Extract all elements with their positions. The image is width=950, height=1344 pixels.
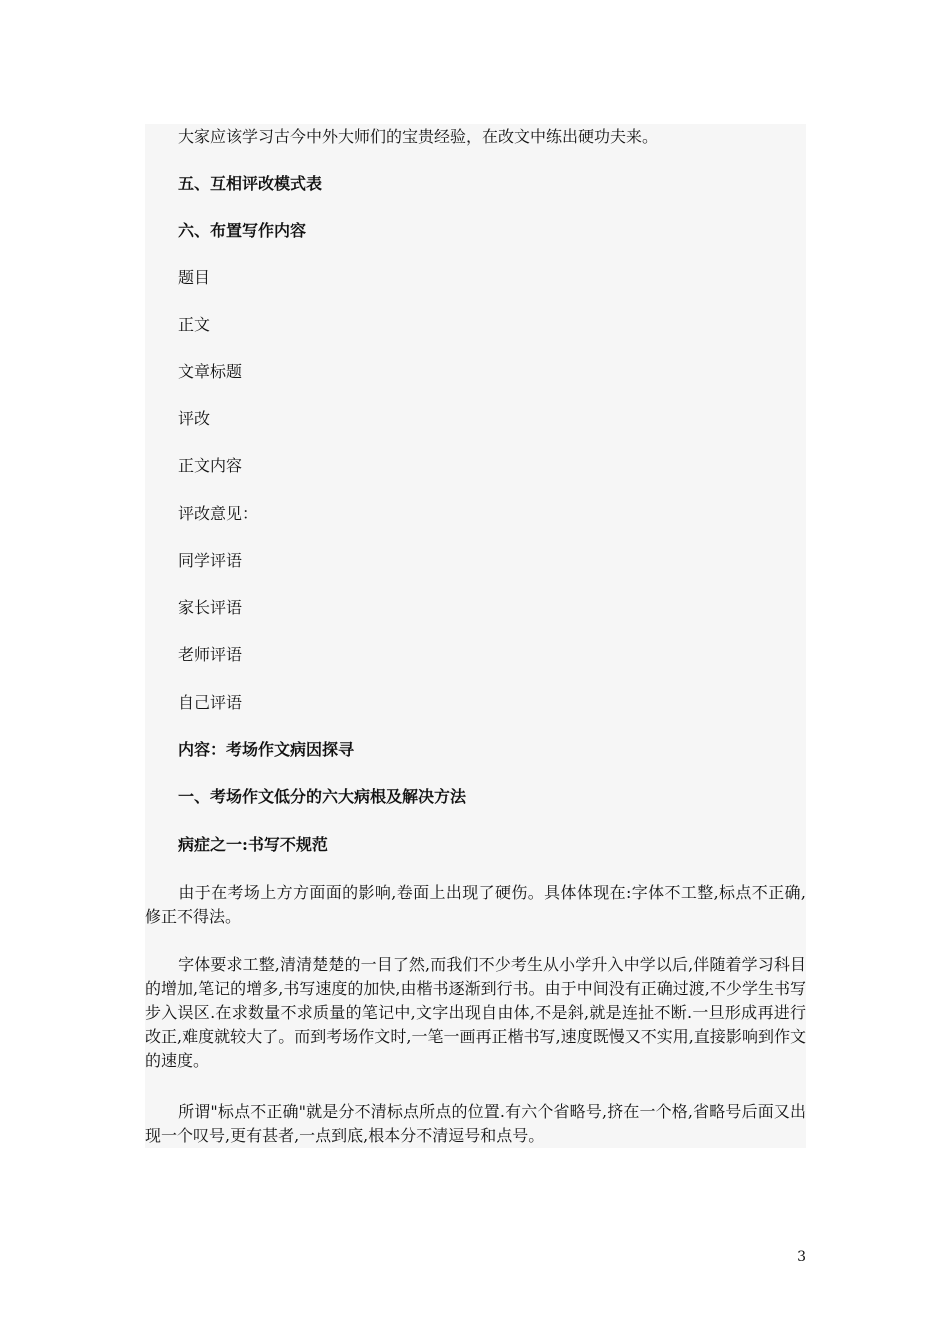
page-number: 3 [797, 1249, 806, 1265]
paragraph-closing-advice: 大家应该学习古今中外大师们的宝贵经验，在改文中练出硬功夫来。 [178, 127, 659, 146]
heading-section-five: 五、互相评改模式表 [178, 174, 323, 193]
form-item-body-content: 正文内容 [178, 456, 243, 475]
form-item-revision: 评改 [178, 409, 211, 428]
form-item-teacher-comment: 老师评语 [178, 645, 243, 664]
paragraph-writing-issues [145, 881, 806, 929]
heading-section-six: 六、布置写作内容 [178, 221, 307, 240]
heading-symptom-one: 病症之一:书写不规范 [178, 835, 328, 854]
paragraph-writing-issues-text: 由于在考场上方方面面的影响,卷面上出现了硬伤。具体体现在:字体不工整,标点不正确,修正不得法。 [145, 883, 806, 926]
paragraph-handwriting-text: 字体要求工整,清清楚楚的一目了然,而我们不少考生从小学升入中学以后,伴随着学习科目的增加,笔记的增多,书写速度的加快,由楷书逐渐到行书。由于中间没有正确过渡,不少学生书写步入误区.在求数量不求质量的笔记中,文字出现自由体,不是斜,就是连扯不断.一旦形成再进行改正,难度就较大了。而到考场作文时,一笔一画再正楷书写,速度既慢又不实用,直接影响到作文的速度。 [145, 955, 806, 1070]
heading-six-causes: 一、考场作文低分的六大病根及解决方法 [178, 787, 467, 806]
form-item-self-comment: 自己评语 [178, 693, 243, 712]
paragraph-punctuation-text: 所谓"标点不正确"就是分不清标点所点的位置.有六个省略号,挤在一个格,省略号后面又出现一个叹号,更有甚者,一点到底,根本分不清逗号和点号。 [145, 1102, 806, 1145]
paragraph-punctuation [145, 1100, 806, 1148]
form-item-classmate-comment: 同学评语 [178, 551, 243, 570]
form-item-article-title: 文章标题 [178, 362, 243, 381]
form-item-title: 题目 [178, 268, 211, 287]
heading-content-topic: 内容：考场作文病因探寻 [178, 740, 355, 759]
form-item-revision-comments: 评改意见： [178, 504, 259, 523]
paragraph-handwriting [145, 953, 806, 1073]
form-item-parent-comment: 家长评语 [178, 598, 243, 617]
form-item-body: 正文 [178, 315, 211, 334]
